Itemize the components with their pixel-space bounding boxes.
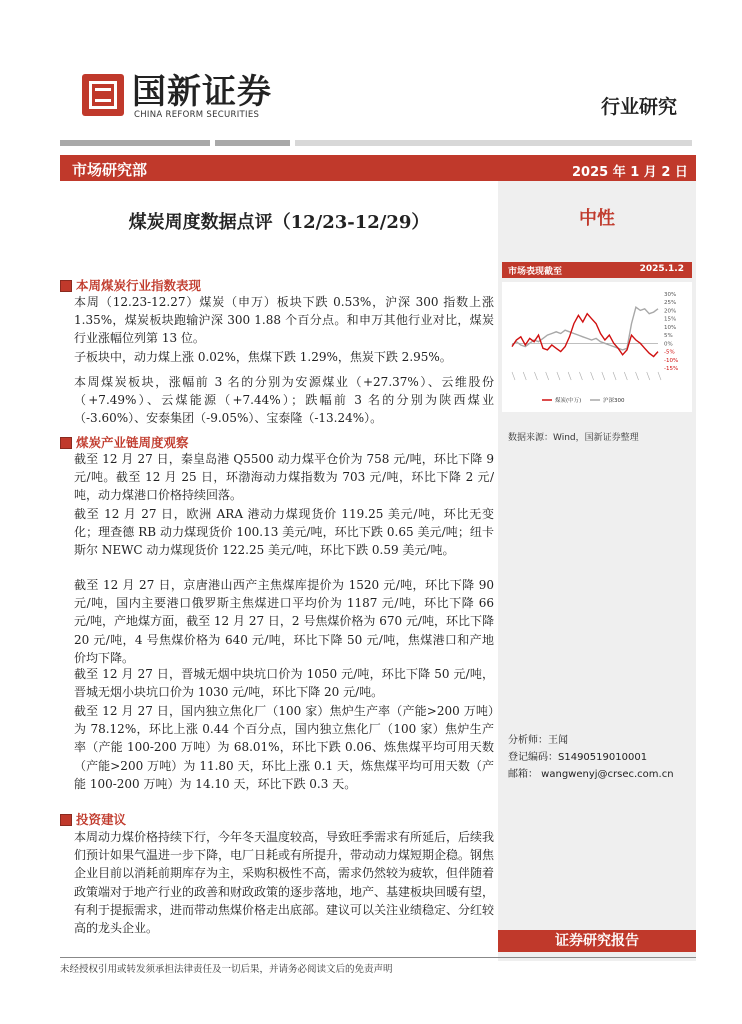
chart-xtick-mark bbox=[613, 372, 616, 380]
report-title: 煤炭周度数据点评（12/23-12/29） bbox=[128, 212, 430, 233]
analyst-email[interactable]: 邮箱： wangwenyj@crsec.com.cn bbox=[508, 769, 674, 780]
company-name-en: CHINA REFORM SECURITIES bbox=[134, 110, 260, 120]
chart-xtick-mark bbox=[636, 372, 639, 380]
paragraph: 截至 12 月 27 日，国内独立焦化厂（100 家）焦炉生产率（产能>200 万吨）为 78.12%，环比上涨 0.44 个百分点，国内独立焦化厂（100 家）焦炉生产率（产能 100-200 万吨）为 68.01%，环比下跌 0.06、炼焦煤平均可用天数（产能>200 万吨）为 11.80 天，环比上涨 0.1 天，炼焦煤平均可用天数（产能 100-200 万吨）为 14.10 天，环比下跌 0.3 天。 bbox=[74, 704, 494, 791]
company-logo-icon bbox=[82, 74, 124, 116]
paragraph: 截至 12 月 27 日，欧洲 ARA 港动力煤现货价 119.25 美元/吨，环比无变化；理查德 RB 动力煤现货价 100.13 美元/吨，环比下跌 0.65 美元/吨；纽卡斯尔 NEWC 动力煤现货价 122.25 美元/吨，环比下跌 0.59 美元/吨。 bbox=[74, 507, 494, 558]
chart-ytick-label: 20% bbox=[664, 308, 677, 315]
chart-xtick-mark bbox=[534, 372, 537, 380]
company-name: 国新证券 bbox=[132, 72, 272, 112]
rating-label: 中性 bbox=[579, 208, 615, 229]
paragraph: 截至 12 月 27 日，晋城无烟中块坑口价为 1050 元/吨，环比下降 50 元/吨，晋城无烟小块坑口价为 1030 元/吨，环比下降 20 元/吨。 bbox=[74, 667, 494, 700]
paragraph: 截至 12 月 27 日，秦皇岛港 Q5500 动力煤平仓价为 758 元/吨，环比下降 9 元/吨。截至 12 月 25 日，环渤海动力煤指数为 703 元/吨，环比下降 2 元/吨，动力煤港口价格持续回落。 bbox=[74, 452, 494, 503]
analyst-name: 分析师：王闻 bbox=[508, 735, 568, 746]
chart-xtick-mark bbox=[568, 372, 571, 380]
section-title-index: 本周煤炭行业指数表现 bbox=[76, 278, 202, 293]
paragraph: 截至 12 月 27 日，京唐港山西产主焦煤库提价为 1520 元/吨，环比下降 90 元/吨，国内主要港口俄罗斯主焦煤进口平均价为 1187 元/吨，环比下降 66 元/吨，产地煤方面，截至 12 月 27 日，2 号焦煤价格为 670 元/吨，环比下降 20 元/吨，4 号焦煤价格为 640 元/吨，环比下降 50 元/吨，焦煤港口和产地价均下降。 bbox=[74, 578, 494, 665]
analyst-registration: 登记编码：S1490519010001 bbox=[508, 752, 648, 763]
report-category-label: 证券研究报告 bbox=[498, 930, 696, 952]
chart-header bbox=[502, 262, 692, 278]
chart-xtick-mark bbox=[579, 372, 582, 380]
header-divider bbox=[215, 140, 290, 146]
chart-xtick-mark bbox=[647, 372, 650, 380]
chart-ytick-label: 5% bbox=[664, 333, 673, 340]
chart-ytick-label: -15% bbox=[664, 366, 679, 372]
paragraph: 子板块中，动力煤上涨 0.02%，焦煤下跌 1.29%，焦炭下跌 2.95%。 bbox=[74, 350, 452, 364]
footer-divider bbox=[60, 957, 696, 958]
chart-ytick-label: 10% bbox=[664, 324, 677, 331]
chart-series-line bbox=[512, 314, 658, 357]
chart-ytick-label: -5% bbox=[664, 349, 675, 356]
paragraph: 本周动力煤价格持续下行，今年冬天温度较高，导致旺季需求有所延后，后续我们预计如果气温进一步下降，电厂日耗或有所提升，带动动力煤短期企稳。钢焦企业目前以消耗前期库存为主，采购积极性不高，需求仍然较为疲软，但伴随着政策端对于地产行业的政善和财政政策的逐步落地，地产、基建板块回暖有望，有利于提振需求，进而带动焦煤价格走出底部。建议可以关注业绩稳定、分红较高的龙头企业。 bbox=[74, 830, 495, 936]
chart-xtick-mark bbox=[546, 372, 549, 380]
section-title-industry-chain: 煤炭产业链周度观察 bbox=[76, 435, 189, 450]
paragraph: 本周（12.23-12.27）煤炭（申万）板块下跌 0.53%，沪深 300 指数上涨 1.35%，煤炭板块跑输沪深 300 1.88 个百分点。和申万其他行业对比，煤炭行业涨幅位列第 13 位。 bbox=[74, 295, 494, 346]
chart-legend-label: 沪深300 bbox=[603, 398, 625, 404]
chart-xtick-mark bbox=[658, 372, 661, 380]
chart-header-date: 2025.1.2 bbox=[639, 264, 684, 274]
chart-xtick-mark bbox=[624, 372, 627, 380]
chart-xtick-mark bbox=[512, 372, 515, 380]
chart-ytick-label: 30% bbox=[664, 292, 677, 298]
section-icon bbox=[60, 814, 72, 826]
section-icon bbox=[60, 280, 72, 292]
chart-ytick-label: 25% bbox=[664, 300, 677, 307]
report-date: 2025 年 1 月 2 日 bbox=[572, 165, 688, 180]
chart-ytick-label: 0% bbox=[664, 341, 673, 348]
chart-header-label: 市场表现截至 bbox=[508, 267, 563, 277]
chart-ytick-label: -10% bbox=[664, 357, 679, 364]
report-type: 行业研究 bbox=[601, 96, 678, 118]
header-divider bbox=[60, 140, 210, 146]
disclaimer-footer: 未经授权引用或转发须承担法律责任及一切后果，并请务必阅读文后的免责声明 bbox=[60, 964, 393, 975]
header-divider bbox=[295, 140, 692, 146]
chart-xtick-mark bbox=[523, 372, 526, 380]
chart-source: 数据来源：Wind，国新证券整理 bbox=[508, 433, 639, 443]
paragraph: 本周煤炭板块，涨幅前 3 名的分别为安源煤业（+27.37%）、云维股份（+7.49%）、云煤能源（+7.44%）；跌幅前 3 名的分别为陕西煤业（-3.60%）、安泰集团（-9.05%）、宝泰隆（-13.24%）。 bbox=[74, 375, 494, 426]
chart-ytick-label: 15% bbox=[664, 316, 677, 323]
chart-xtick-mark bbox=[591, 372, 594, 380]
section-title-investment: 投资建议 bbox=[76, 812, 127, 827]
chart-xtick-mark bbox=[557, 372, 560, 380]
chart-legend-label: 煤炭(中万) bbox=[555, 398, 582, 404]
market-performance-chart bbox=[502, 282, 692, 412]
chart-svg bbox=[502, 282, 692, 412]
department-label: 市场研究部 bbox=[72, 161, 148, 179]
section-icon bbox=[60, 437, 72, 449]
chart-xtick-mark bbox=[602, 372, 605, 380]
